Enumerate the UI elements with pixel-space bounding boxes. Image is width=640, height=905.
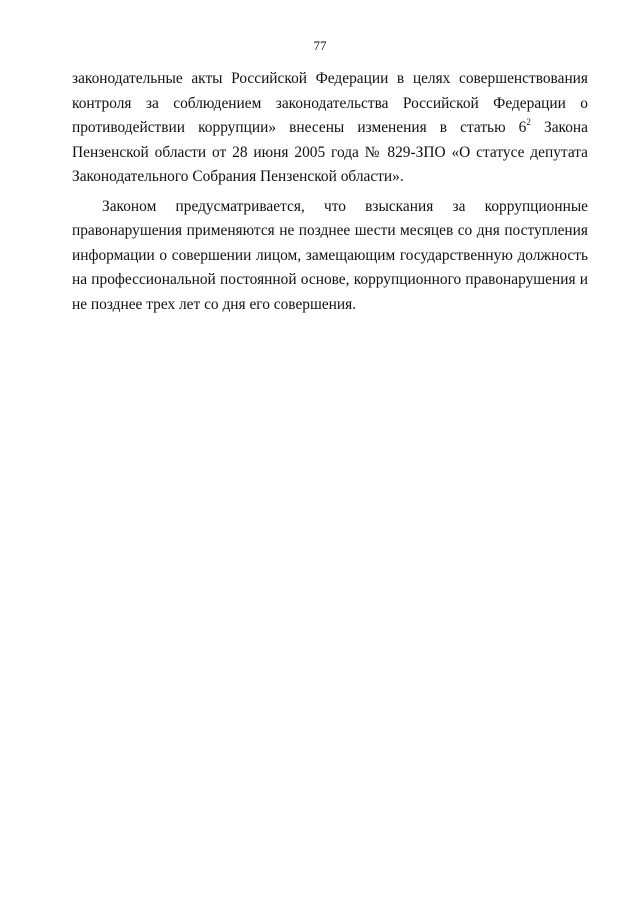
line-tail: Закона [530, 119, 588, 136]
paragraph-line-with-superscript [72, 116, 588, 141]
paragraph-line: Законом предусматривается, что взыскания за коррупционные [102, 197, 588, 215]
paragraph-1 [72, 67, 588, 190]
line-text: противодействии коррупции» внесены изменения в статью 6 [72, 119, 527, 136]
paragraph-line: на профессиональной постоянной основе, коррупционного правонарушения и [72, 271, 588, 288]
page-number: 77 [313, 38, 327, 53]
paragraph-line: правонарушения применяются не позднее шести месяцев со дня поступления [72, 222, 588, 239]
paragraph-line: законодательные акты Российской Федерации в целях совершенствования [72, 70, 588, 87]
article-superscript: 2 [526, 117, 531, 127]
paragraph-line: не позднее трех лет со дня его совершения. [72, 295, 357, 313]
paragraph-line: Пензенской области от 28 июня 2005 года № 829-ЗПО «О статусе депутата [72, 143, 588, 161]
paragraph-line: Законодательного Собрания Пензенской области». [72, 168, 404, 185]
paragraph-2 [72, 195, 588, 318]
paragraph-line: контроля за соблюдением законодательства Российской Федерации о [72, 94, 588, 112]
paragraph-line: информации о совершении лицом, замещающим государственную должность [72, 246, 588, 264]
document-body [72, 67, 588, 317]
